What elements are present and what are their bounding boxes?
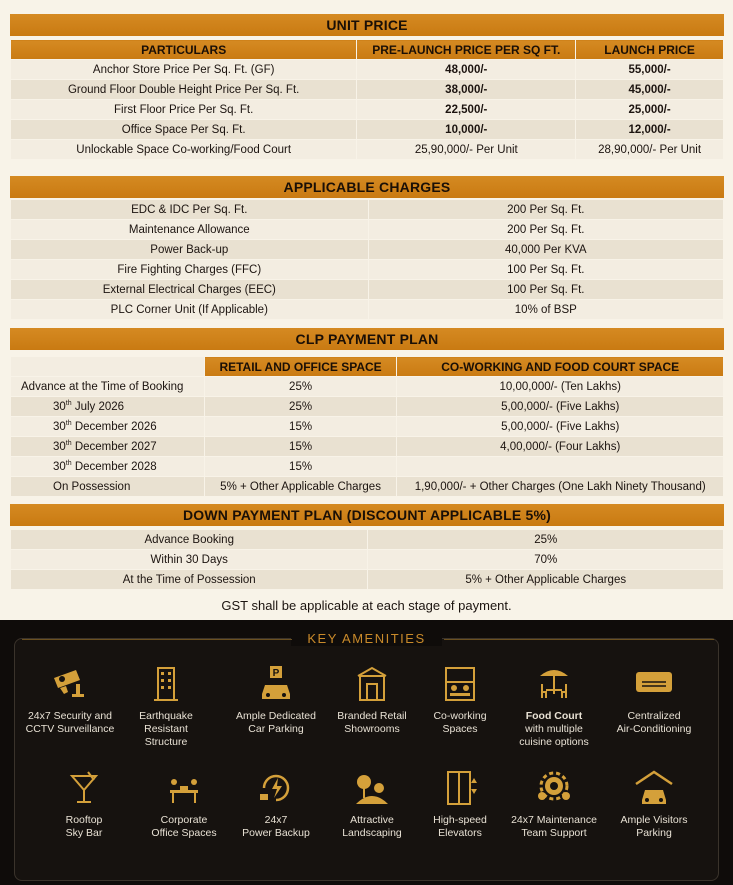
table-row (11, 220, 724, 240)
retail-cell: 5% + Other Applicable Charges (204, 477, 397, 497)
amenity-corporate-office (136, 768, 232, 840)
amenity-label: Ample Visitors Parking (620, 814, 688, 839)
pre-launch-cell: 25,90,000/- Per Unit (357, 140, 576, 160)
retail-cell: 15% (204, 437, 397, 457)
landscape-tree-icon (352, 768, 392, 808)
charge-value-cell: 100 Per Sq. Ft. (368, 280, 723, 300)
table-row (11, 477, 724, 497)
amenity-retail-showrooms (324, 664, 420, 736)
charge-value-cell: 200 Per Sq. Ft. (368, 200, 723, 220)
amenity-landscaping (324, 768, 420, 840)
retail-cell: 25% (204, 377, 397, 397)
unit-price-title: UNIT PRICE (10, 14, 724, 36)
stage-date: July 2026 (71, 400, 125, 413)
percent-cell: 5% + Other Applicable Charges (368, 570, 724, 590)
pre-launch-cell: 48,000/- (357, 60, 576, 80)
clp-payment-plan-title: CLP PAYMENT PLAN (10, 328, 724, 350)
maintenance-team-icon (534, 768, 574, 808)
header-particulars: PARTICULARS (11, 40, 357, 60)
unit-price-header-row (11, 40, 724, 60)
particular-cell: Ground Floor Double Height Price Per Sq. Ft. (11, 80, 357, 100)
stage-cell (11, 437, 205, 457)
gst-note: GST shall be applicable at each stage of payment. (221, 598, 512, 613)
power-plug-icon (256, 768, 296, 808)
retail-cell: 15% (204, 457, 397, 477)
title-rule-left (22, 639, 292, 640)
charge-value-cell: 10% of BSP (368, 300, 723, 320)
building-icon (146, 664, 186, 704)
stage-ordinal: th (65, 460, 72, 468)
table-row (11, 120, 724, 140)
table-row (11, 280, 724, 300)
stage-cell: Within 30 Days (11, 550, 368, 570)
applicable-charges-title: APPLICABLE CHARGES (10, 176, 724, 198)
stage-ordinal: th (65, 440, 72, 448)
table-row (11, 200, 724, 220)
stage-day: 30 (53, 420, 66, 433)
particular-cell: Office Space Per Sq. Ft. (11, 120, 357, 140)
table-row (11, 100, 724, 120)
amenity-power-backup (228, 768, 324, 840)
table-row (11, 437, 724, 457)
charge-name-cell: Fire Fighting Charges (FFC) (11, 260, 369, 280)
cocktail-icon (64, 768, 104, 808)
amenity-elevators (412, 768, 508, 840)
svg-text:P: P (272, 668, 280, 679)
amenity-food-court (506, 664, 602, 749)
launch-cell: 28,90,000/- Per Unit (576, 140, 724, 160)
pre-launch-cell: 38,000/- (357, 80, 576, 100)
table-row (11, 240, 724, 260)
charge-value-cell: 100 Per Sq. Ft. (368, 260, 723, 280)
stage-ordinal: th (65, 400, 72, 408)
table-row (11, 377, 724, 397)
table-row (11, 80, 724, 100)
header-retail-office: RETAIL AND OFFICE SPACE (204, 357, 397, 377)
office-desk-icon (164, 768, 204, 808)
amenity-label: Food Court (525, 710, 583, 722)
air-conditioner-icon (634, 664, 674, 704)
launch-cell: 45,000/- (576, 80, 724, 100)
particular-cell: Anchor Store Price Per Sq. Ft. (GF) (11, 60, 357, 80)
header-coworking-food: CO-WORKING AND FOOD COURT SPACE (397, 357, 724, 377)
charge-name-cell: Maintenance Allowance (11, 220, 369, 240)
amenity-maintenance (506, 768, 602, 840)
key-amenities-section (0, 620, 733, 885)
coworking-cell (397, 457, 724, 477)
charge-value-cell: 40,000 Per KVA (368, 240, 723, 260)
stage-cell (11, 377, 205, 397)
amenity-visitor-parking (606, 768, 702, 840)
header-blank (11, 357, 205, 377)
launch-cell: 25,000/- (576, 100, 724, 120)
down-payment-table (10, 529, 724, 590)
header-launch: LAUNCH PRICE (576, 40, 724, 60)
coworking-cell: 10,00,000/- (Ten Lakhs) (397, 377, 724, 397)
charge-name-cell: PLC Corner Unit (If Applicable) (11, 300, 369, 320)
parking-car-icon (256, 664, 296, 704)
charge-value-cell: 200 Per Sq. Ft. (368, 220, 723, 240)
stage-day: 30 (53, 440, 66, 453)
table-row (11, 300, 724, 320)
particular-cell: First Floor Price Per Sq. Ft. (11, 100, 357, 120)
unit-price-table (10, 39, 724, 160)
stage-cell (11, 477, 205, 497)
amenity-label: High-speed Elevators (433, 814, 487, 839)
cctv-icon (50, 664, 90, 704)
clp-header-row (11, 357, 724, 377)
particular-cell: Unlockable Space Co-working/Food Court (11, 140, 357, 160)
charge-name-cell: Power Back-up (11, 240, 369, 260)
table-row (11, 550, 724, 570)
amenity-sky-bar (36, 768, 132, 840)
table-row (11, 397, 724, 417)
table-row (11, 260, 724, 280)
amenity-earthquake-resistant (118, 664, 214, 749)
amenity-label: 24x7 Security and CCTV Surveillance (25, 710, 115, 735)
amenity-security-cctv (22, 664, 118, 736)
amenity-sublabel: with multiple cuisine options (519, 723, 589, 748)
amenity-label: Branded Retail Showrooms (337, 710, 407, 735)
coworking-icon (440, 664, 480, 704)
amenity-label: Rooftop Sky Bar (65, 814, 103, 839)
table-row (11, 417, 724, 437)
amenity-car-parking (228, 664, 324, 736)
stage-ordinal: th (65, 420, 72, 428)
stage-cell (11, 457, 205, 477)
applicable-charges-table (10, 199, 724, 320)
retail-cell: 15% (204, 417, 397, 437)
coworking-cell: 1,90,000/- + Other Charges (One Lakh Ninety Thousand) (397, 477, 724, 497)
amenity-label: Co-working Spaces (433, 710, 487, 735)
table-row (11, 60, 724, 80)
food-court-icon (534, 664, 574, 704)
table-row (11, 530, 724, 550)
visitor-parking-icon (634, 768, 674, 808)
stage-label: Advance at the Time of Booking (21, 380, 184, 393)
elevator-icon (440, 768, 480, 808)
coworking-cell: 4,00,000/- (Four Lakhs) (397, 437, 724, 457)
stage-cell (11, 417, 205, 437)
clp-payment-table (10, 356, 724, 497)
stage-label: On Possession (53, 480, 131, 493)
pre-launch-cell: 10,000/- (357, 120, 576, 140)
amenity-label: Ample Dedicated Car Parking (236, 710, 316, 735)
stage-cell (11, 397, 205, 417)
stage-day: 30 (53, 460, 66, 473)
launch-cell: 12,000/- (576, 120, 724, 140)
coworking-cell: 5,00,000/- (Five Lakhs) (397, 397, 724, 417)
percent-cell: 25% (368, 530, 724, 550)
table-row (11, 140, 724, 160)
coworking-cell: 5,00,000/- (Five Lakhs) (397, 417, 724, 437)
stage-date: December 2028 (71, 460, 157, 473)
amenity-label: Centralized Air-Conditioning (616, 710, 692, 735)
amenity-coworking (412, 664, 508, 736)
amenity-label: 24x7 Maintenance Team Support (511, 814, 597, 839)
charge-name-cell: EDC & IDC Per Sq. Ft. (11, 200, 369, 220)
amenity-label: Corporate Office Spaces (151, 814, 217, 839)
amenity-label: 24x7 Power Backup (242, 814, 310, 839)
amenity-label: Attractive Landscaping (342, 814, 402, 839)
stage-cell: Advance Booking (11, 530, 368, 550)
stage-date: December 2026 (71, 420, 157, 433)
table-row (11, 570, 724, 590)
stage-day: 30 (53, 400, 66, 413)
charge-name-cell: External Electrical Charges (EEC) (11, 280, 369, 300)
amenity-air-conditioning (606, 664, 702, 736)
stage-cell: At the Time of Possession (11, 570, 368, 590)
percent-cell: 70% (368, 550, 724, 570)
launch-cell: 55,000/- (576, 60, 724, 80)
table-row (11, 457, 724, 477)
retail-cell: 25% (204, 397, 397, 417)
storefront-icon (352, 664, 392, 704)
down-payment-plan-title: DOWN PAYMENT PLAN (DISCOUNT APPLICABLE 5%) (10, 504, 724, 526)
title-rule-right (444, 639, 714, 640)
stage-date: December 2027 (71, 440, 157, 453)
pre-launch-cell: 22,500/- (357, 100, 576, 120)
key-amenities-title-text: KEY AMENITIES (291, 631, 441, 646)
amenity-label: Earthquake Resistant Structure (139, 710, 193, 748)
header-pre-launch: PRE-LAUNCH PRICE PER SQ FT. (357, 40, 576, 60)
